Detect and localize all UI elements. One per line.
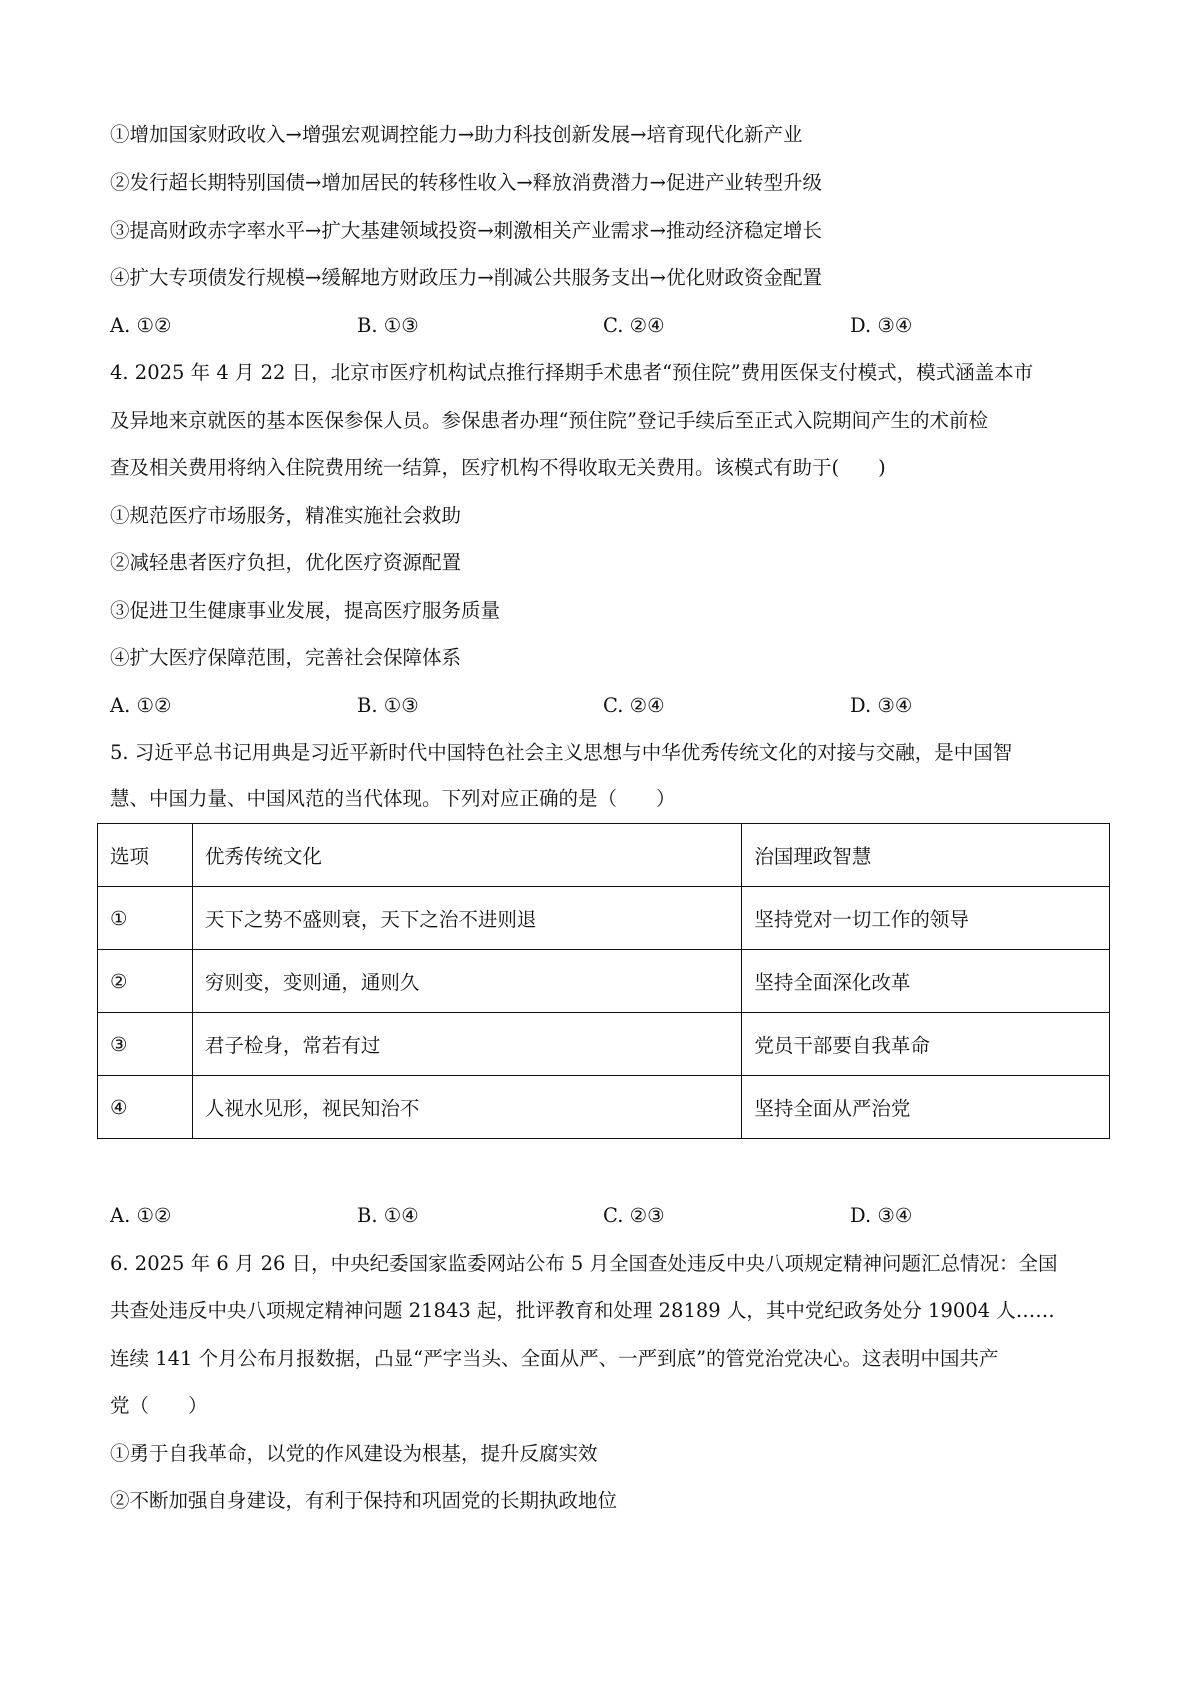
- q5-table-cell: ④: [98, 1076, 193, 1139]
- q3-option-a[interactable]: A. ①②: [110, 314, 172, 337]
- q6-stem-line-3: 连续 141 个月公布月报数据，凸显“严字当头、全面从严、一严到底”的管党治党决心。这表明中国共产: [110, 1347, 999, 1370]
- q5-stem-line-2: 慧、中国力量、中国风范的当代体现。下列对应正确的是（ ）: [110, 787, 676, 810]
- q4-option-d[interactable]: D. ③④: [850, 694, 913, 717]
- q6-item-1: ①勇于自我革命，以党的作风建设为根基，提升反腐实效: [110, 1442, 598, 1465]
- q5-table: [97, 823, 1110, 1139]
- q4-item-4: ④扩大医疗保障范围，完善社会保障体系: [110, 646, 462, 669]
- q5-table-cell: 人视水见形，视民知治不: [192, 1076, 741, 1139]
- q5-table-row: [98, 887, 1110, 950]
- q6-item-2: ②不断加强自身建设，有利于保持和巩固党的长期执政地位: [110, 1489, 618, 1512]
- q5-table-cell: ①: [98, 887, 193, 950]
- q5-table-row: [98, 950, 1110, 1013]
- q5-table-row: [98, 1076, 1110, 1139]
- q6-stem-line-1: 6. 2025 年 6 月 26 日，中央纪委国家监委网站公布 5 月全国查处违反中央八项规定精神问题汇总情况：全国: [110, 1252, 1058, 1275]
- q5-table-cell: 坚持全面深化改革: [742, 950, 1110, 1013]
- q4-stem-line-1: 4. 2025 年 4 月 22 日，北京市医疗机构试点推行择期手术患者“预住院”费用医保支付模式，模式涵盖本市: [110, 361, 1034, 384]
- q5-table-cell: 穷则变，变则通，通则久: [192, 950, 741, 1013]
- q5-stem-line-1: 5. 习近平总书记用典是习近平新时代中国特色社会主义思想与中华优秀传统文化的对接与交融，是中国智: [110, 741, 1013, 764]
- q3-item-4: ④扩大专项债发行规模→缓解地方财政压力→削减公共服务支出→优化财政资金配置: [110, 266, 823, 289]
- q3-item-2: ②发行超长期特别国债→增加居民的转移性收入→释放消费潜力→促进产业转型升级: [110, 171, 823, 194]
- q5-table-header-cell: 优秀传统文化: [192, 824, 741, 887]
- q5-option-d[interactable]: D. ③④: [850, 1204, 913, 1227]
- q4-item-1: ①规范医疗市场服务，精准实施社会救助: [110, 504, 462, 527]
- q4-stem-line-3: 查及相关费用将纳入住院费用统一结算，医疗机构不得收取无关费用。该模式有助于( ): [110, 456, 886, 479]
- q5-table-cell: 天下之势不盛则衰，天下之治不进则退: [192, 887, 741, 950]
- q5-table-header-row: [98, 824, 1110, 887]
- q5-option-c[interactable]: C. ②③: [603, 1204, 665, 1227]
- q5-option-a[interactable]: A. ①②: [110, 1204, 172, 1227]
- q4-item-2: ②减轻患者医疗负担，优化医疗资源配置: [110, 551, 462, 574]
- q5-table-cell: 坚持全面从严治党: [742, 1076, 1110, 1139]
- q4-stem-line-2: 及异地来京就医的基本医保参保人员。参保患者办理“预住院”登记手续后至正式入院期间产生的术前检: [110, 409, 988, 432]
- q5-table-cell: 党员干部要自我革命: [742, 1013, 1110, 1076]
- q6-stem-line-4: 党（ ）: [110, 1394, 208, 1417]
- q4-option-a[interactable]: A. ①②: [110, 694, 172, 717]
- q5-table-cell: ②: [98, 950, 193, 1013]
- q5-table-header-cell: 治国理政智慧: [742, 824, 1110, 887]
- q3-option-c[interactable]: C. ②④: [603, 314, 665, 337]
- q3-option-d[interactable]: D. ③④: [850, 314, 913, 337]
- q5-table-cell: 君子检身，常若有过: [192, 1013, 741, 1076]
- q6-stem-line-2: 共查处违反中央八项规定精神问题 21843 起，批评教育和处理 28189 人，其中党纪政务处分 19004 人……: [110, 1299, 1055, 1322]
- q5-table-row: [98, 1013, 1110, 1076]
- q5-table-cell: 坚持党对一切工作的领导: [742, 887, 1110, 950]
- q4-item-3: ③促进卫生健康事业发展，提高医疗服务质量: [110, 599, 501, 622]
- q5-option-b[interactable]: B. ①④: [357, 1204, 419, 1227]
- q4-option-c[interactable]: C. ②④: [603, 694, 665, 717]
- q5-table-cell: ③: [98, 1013, 193, 1076]
- q3-item-1: ①增加国家财政收入→增强宏观调控能力→助力科技创新发展→培育现代化新产业: [110, 123, 803, 146]
- q3-option-b[interactable]: B. ①③: [357, 314, 419, 337]
- q3-item-3: ③提高财政赤字率水平→扩大基建领域投资→刺激相关产业需求→推动经济稳定增长: [110, 219, 823, 242]
- q4-option-b[interactable]: B. ①③: [357, 694, 419, 717]
- q5-table-header-cell: 选项: [98, 824, 193, 887]
